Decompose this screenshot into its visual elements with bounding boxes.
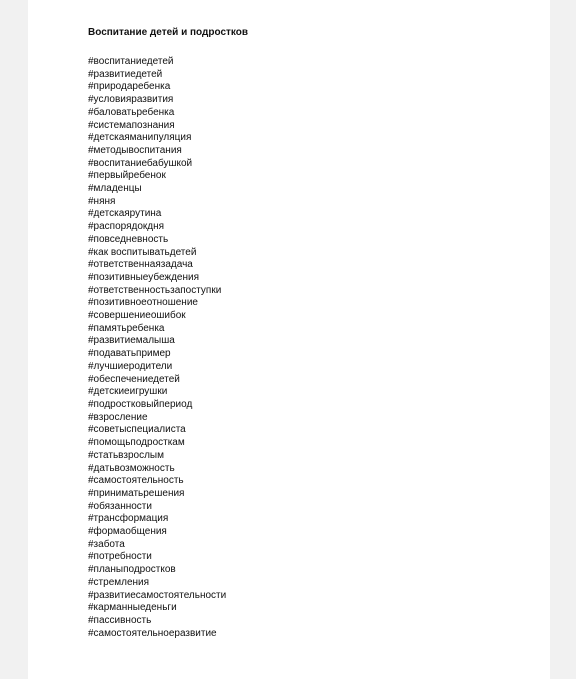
hashtag-item: #воспитаниедетей — [88, 56, 174, 67]
hashtag-item: #няня — [88, 195, 116, 207]
hashtag-item: #детскаяманипуляция — [88, 132, 192, 144]
hashtag-item: #потребности — [88, 551, 152, 563]
hashtag-item: #младенцы — [88, 183, 142, 195]
hashtag-item: #первыйребенок — [88, 170, 166, 182]
document-page — [28, 0, 550, 679]
hashtag-item: #датьвозможность — [88, 462, 175, 474]
hashtag-item: #совершениеошибок — [88, 310, 186, 322]
hashtag-list — [88, 56, 550, 640]
hashtag-item: #лучшиеродители — [88, 360, 173, 372]
hashtag-item: #системапознания — [88, 119, 175, 131]
hashtag-item: #методывоспитания — [88, 144, 182, 156]
document-title: Воспитание детей и подростков — [88, 27, 249, 38]
hashtag-item: #пассивность — [88, 614, 152, 626]
hashtag-item: #ответственнаязадача — [88, 259, 193, 271]
hashtag-item: #воспитаниебабушкой — [88, 157, 193, 169]
hashtag-item: #забота — [88, 538, 125, 550]
hashtag-item: #самостоятельность — [88, 475, 184, 487]
hashtag-item: #обеспечениедетей — [88, 373, 180, 385]
hashtag-item: #детскиеигрушки — [88, 386, 168, 398]
hashtag-item: #ответственностьзапоступки — [88, 284, 222, 296]
hashtag-item: #развитиемалыша — [88, 335, 175, 347]
hashtag-item: #распорядокдня — [88, 221, 165, 233]
hashtag-item: #приниматьрешения — [88, 487, 185, 499]
hashtag-item: #развитиесамостоятельности — [88, 589, 227, 601]
hashtag-item: #повседневность — [88, 233, 169, 245]
hashtag-item: #баловатьребенка — [88, 106, 175, 118]
hashtag-item: #природаребенка — [88, 81, 171, 93]
hashtag-item: #подростковыйпериод — [88, 398, 193, 410]
hashtag-item: #развитиедетей — [88, 68, 163, 80]
hashtag-item: #формаобщения — [88, 526, 167, 538]
hashtag-item: #помощьподросткам — [88, 437, 185, 449]
hashtag-item: #как воспитыватьдетей — [88, 246, 197, 258]
hashtag-item: #стремления — [88, 576, 150, 588]
hashtag-item: #памятьребенка — [88, 322, 165, 334]
hashtag-item: #обязанности — [88, 500, 152, 512]
hashtag-item: #подаватьпример — [88, 348, 171, 360]
hashtag-item: #детскаярутина — [88, 208, 162, 220]
hashtag-item: #позитивноеотношение — [88, 297, 198, 309]
hashtag-item: #условияразвития — [88, 94, 174, 106]
hashtag-item: #карманныеденьги — [88, 602, 177, 614]
hashtag-item: #статьвзрослым — [88, 449, 164, 461]
hashtag-item: #самостоятельноеразвитие — [88, 627, 217, 639]
hashtag-item: #трансформация — [88, 513, 169, 525]
hashtag-item: #планыподростков — [88, 564, 176, 576]
hashtag-item: #советыспециалиста — [88, 424, 186, 436]
hashtag-item: #позитивныеубеждения — [88, 271, 200, 283]
hashtag-item: #взросление — [88, 411, 148, 423]
